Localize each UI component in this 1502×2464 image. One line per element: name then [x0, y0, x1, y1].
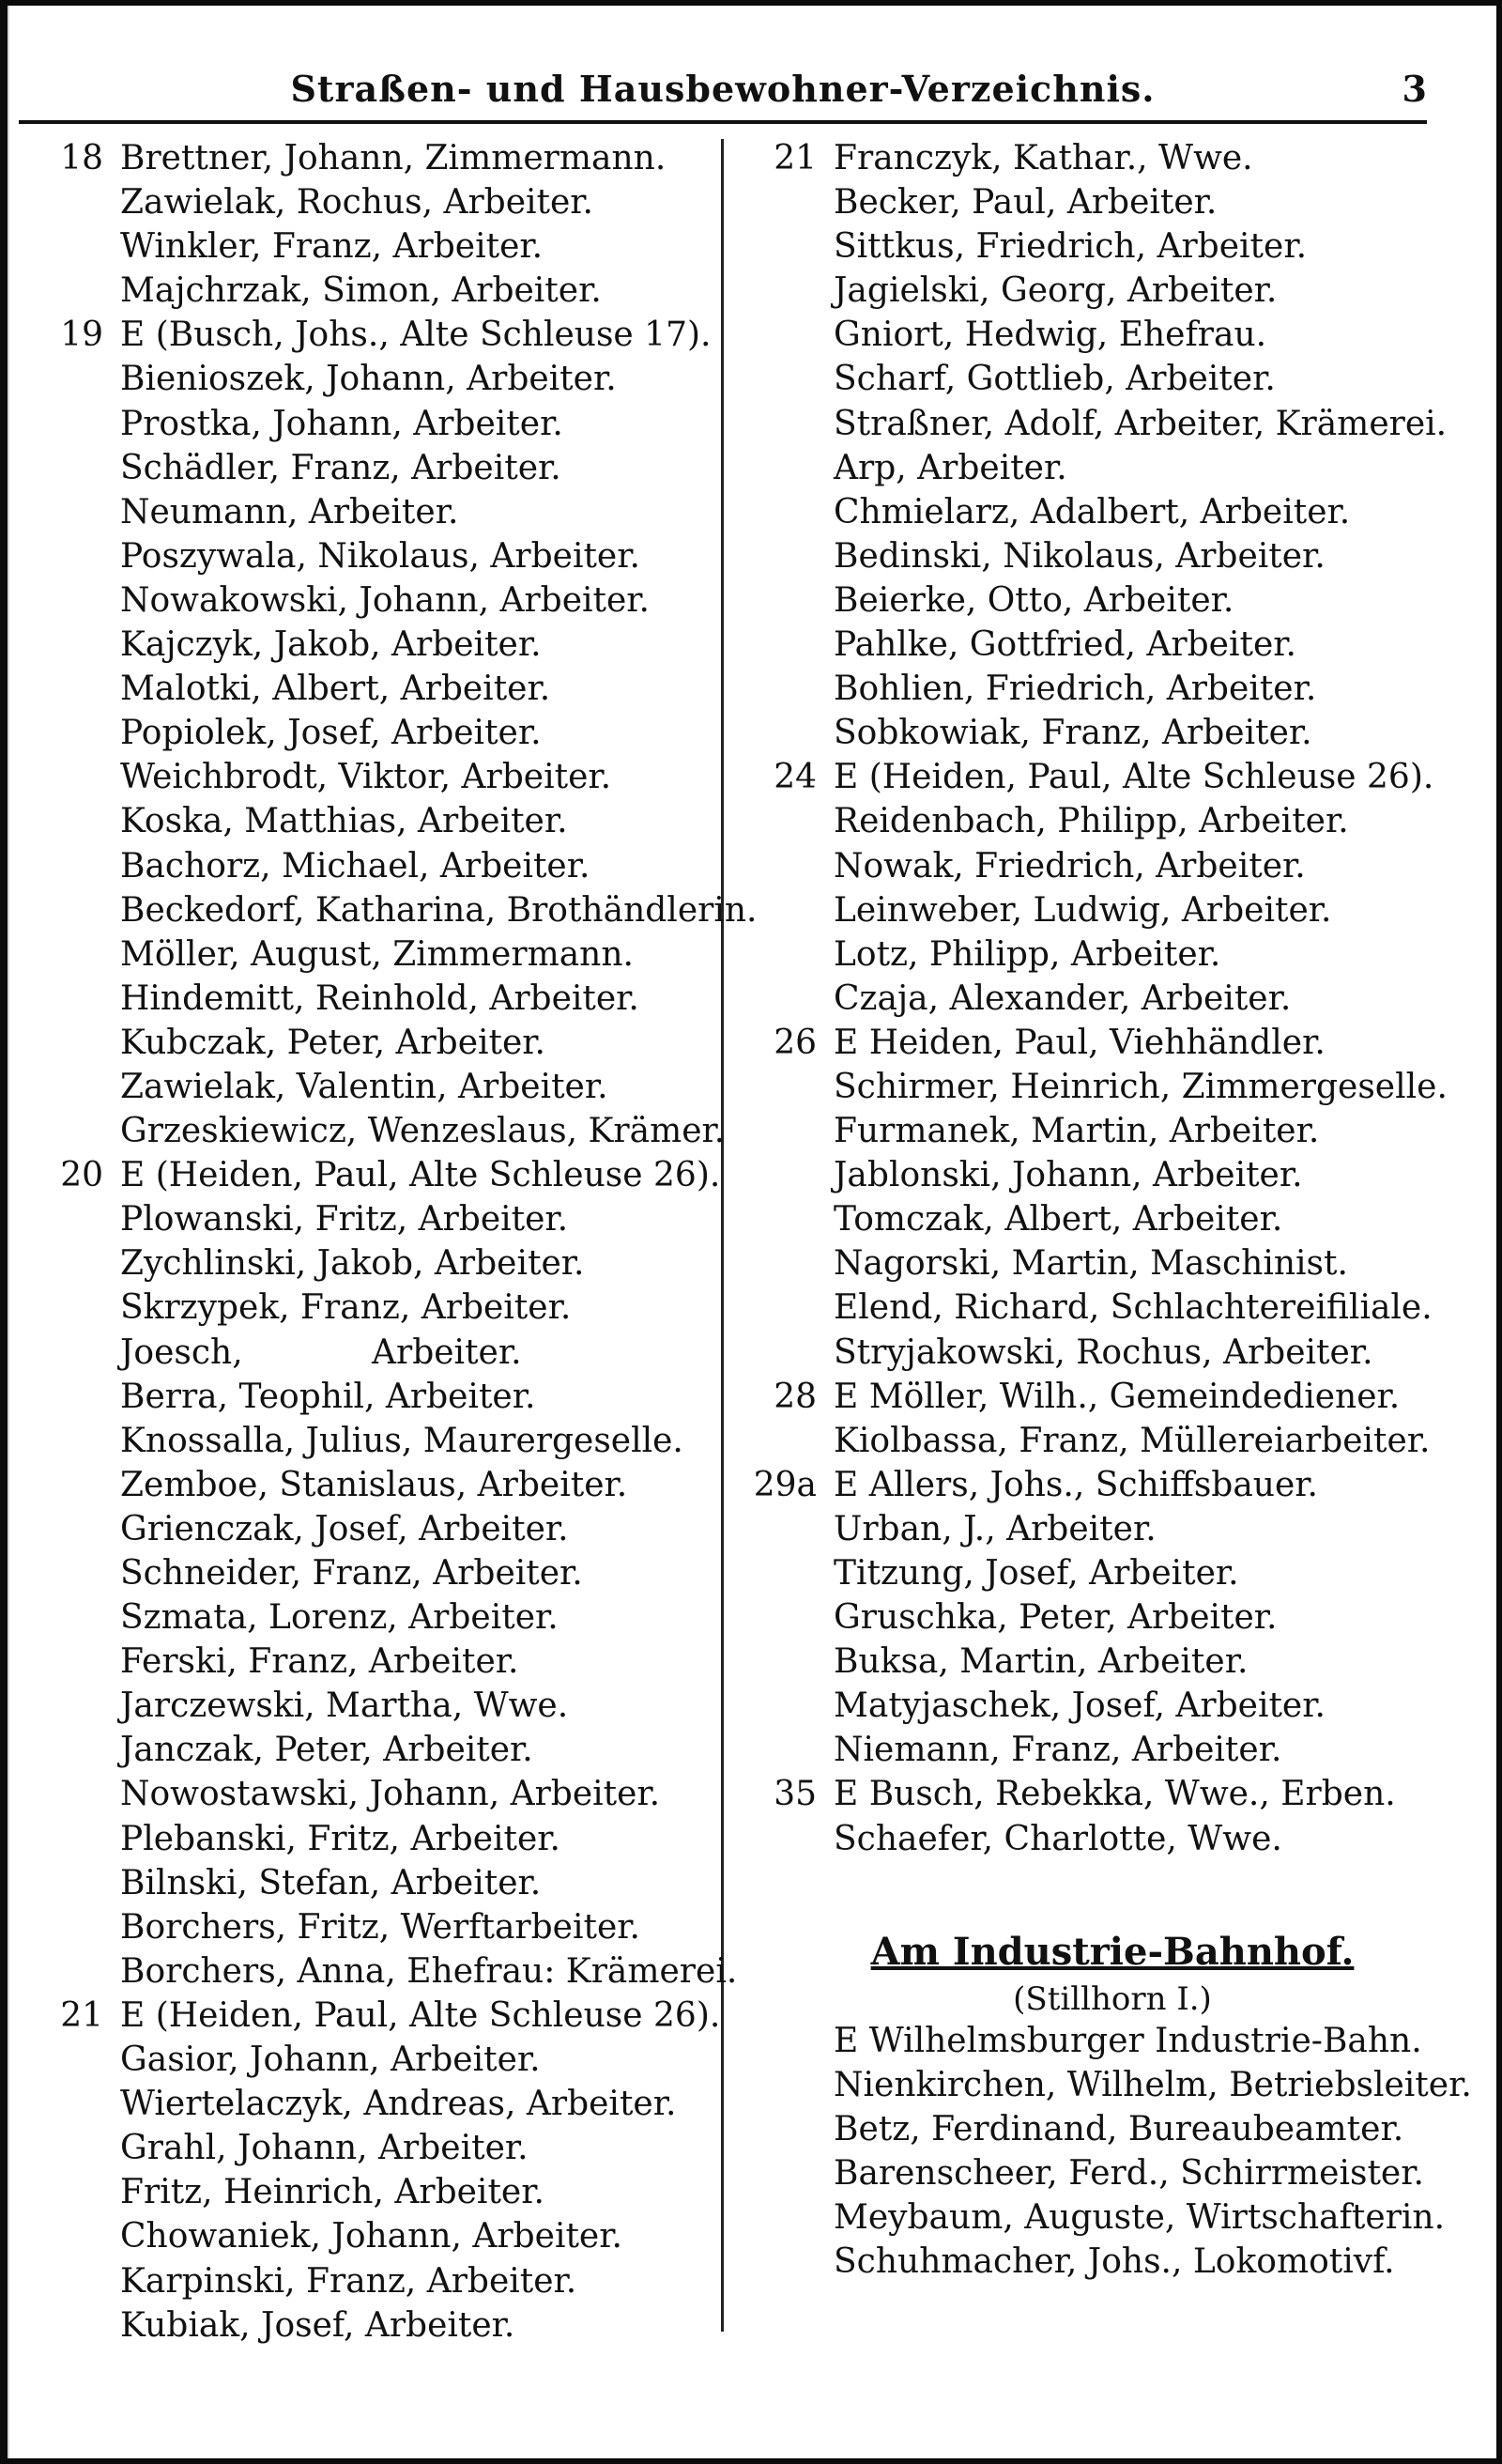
house-number: 28	[774, 1377, 817, 1416]
resident-entry	[38, 758, 709, 802]
house-number: 20	[60, 1156, 103, 1195]
resident-entry	[751, 1422, 1474, 1466]
resident-entry	[751, 1244, 1474, 1288]
resident-text: Wiertelaczyk, Andreas, Arbeiter.	[120, 2085, 677, 2124]
resident-entry	[751, 316, 1474, 360]
resident-text: Gruschka, Peter, Arbeiter.	[834, 1598, 1278, 1638]
resident-text: Sobkowiak, Franz, Arbeiter.	[834, 714, 1312, 753]
resident-text: Neumann, Arbeiter.	[120, 492, 459, 531]
resident-entry	[38, 537, 709, 581]
resident-entry	[751, 1068, 1474, 1112]
resident-entry	[751, 714, 1474, 758]
resident-text: Chowaniek, Johann, Arbeiter.	[120, 2217, 622, 2256]
resident-text: Malotki, Albert, Arbeiter.	[120, 670, 551, 709]
resident-entry	[38, 581, 709, 625]
resident-entry	[38, 2085, 709, 2129]
resident-text: Karpinski, Franz, Arbeiter.	[120, 2261, 577, 2301]
resident-text: Betz, Ferdinand, Bureaubeamter.	[834, 2109, 1404, 2148]
resident-entry	[751, 1156, 1474, 1200]
resident-text: Grahl, Johann, Arbeiter.	[120, 2129, 529, 2168]
house-number-entry	[751, 758, 1474, 802]
resident-entry	[751, 979, 1474, 1024]
resident-text: Straßner, Adolf, Arbeiter, Krämerei.	[834, 404, 1448, 443]
house-number-entry	[38, 316, 712, 360]
resident-text: Brettner, Johann, Zimmermann.	[120, 139, 667, 177]
resident-text: Knossalla, Julius, Maurergeselle.	[120, 1421, 683, 1460]
resident-text: Becker, Paul, Arbeiter.	[834, 183, 1218, 223]
resident-text: Tomczak, Albert, Arbeiter.	[834, 1200, 1283, 1240]
house-number: 35	[774, 1775, 817, 1814]
resident-text: E (Heiden, Paul, Alte Schleuse 26).	[120, 1156, 721, 1195]
resident-entry	[751, 360, 1474, 404]
resident-entry	[38, 847, 709, 891]
section-heading: Am Industrie-Bahnhof.	[870, 1929, 1355, 1974]
resident-text: Bachorz, Michael, Arbeiter.	[120, 846, 590, 886]
resident-text: Kajczyk, Jakob, Arbeiter.	[120, 625, 542, 665]
house-number: 21	[60, 1995, 103, 2035]
resident-text: Weichbrodt, Viktor, Arbeiter.	[120, 758, 612, 797]
resident-text: Scharf, Gottlieb, Arbeiter.	[834, 360, 1276, 399]
resident-entry	[751, 227, 1474, 271]
resident-text: Arp, Arbeiter.	[834, 448, 1067, 487]
resident-entry	[751, 847, 1474, 891]
resident-text: Hindemitt, Reinhold, Arbeiter.	[120, 978, 639, 1018]
resident-entry	[38, 1775, 709, 1819]
house-number-entry	[751, 139, 1474, 183]
resident-text: E (Heiden, Paul, Alte Schleuse 26).	[834, 758, 1434, 797]
resident-entry	[38, 360, 709, 404]
resident-entry	[38, 1642, 709, 1686]
resident-text: Plowanski, Fritz, Arbeiter.	[120, 1200, 569, 1240]
resident-entry	[38, 2129, 709, 2173]
resident-entry	[751, 1820, 1474, 1864]
house-number: 19	[60, 316, 103, 355]
resident-entry	[751, 271, 1474, 316]
resident-entry	[38, 935, 709, 979]
resident-text: Schirmer, Heinrich, Zimmergeselle.	[834, 1067, 1448, 1106]
resident-entry	[751, 2022, 1474, 2066]
resident-entry	[38, 1466, 709, 1510]
resident-entry	[38, 2217, 709, 2261]
resident-entry	[751, 670, 1474, 714]
resident-text: Szmata, Lorenz, Arbeiter.	[120, 1598, 559, 1638]
resident-text: Franczyk, Kathar., Wwe.	[834, 139, 1253, 177]
resident-entry	[38, 1378, 709, 1422]
resident-entry	[38, 1024, 709, 1068]
resident-text: Niemann, Franz, Arbeiter.	[834, 1731, 1282, 1770]
right-column	[751, 139, 1474, 2287]
resident-text: Borchers, Fritz, Werftarbeiter.	[120, 1907, 640, 1947]
resident-text: Jablonski, Johann, Arbeiter.	[834, 1156, 1303, 1195]
page-header	[19, 54, 1427, 124]
resident-entry	[751, 493, 1474, 537]
resident-entry	[751, 891, 1474, 935]
resident-entry	[38, 493, 709, 537]
resident-text: Sittkus, Friedrich, Arbeiter.	[834, 227, 1308, 267]
resident-entry	[751, 1112, 1474, 1156]
house-number: 24	[774, 758, 817, 797]
resident-text: Beckedorf, Katharina, Brothändlerin.	[120, 890, 758, 930]
resident-entry	[38, 670, 709, 714]
resident-entry	[38, 1422, 709, 1466]
resident-entry	[38, 802, 709, 846]
resident-entry	[751, 1288, 1474, 1332]
house-number: 21	[774, 139, 817, 177]
resident-entry	[38, 2262, 709, 2306]
resident-entry	[38, 1068, 709, 1112]
resident-entry	[38, 1333, 709, 1378]
resident-text: E Allers, Johs., Schiffsbauer.	[834, 1465, 1318, 1504]
resident-entry	[751, 625, 1474, 670]
directory-page	[8, 6, 1496, 2458]
resident-text: Schneider, Franz, Arbeiter.	[120, 1554, 583, 1593]
resident-text: Leinweber, Ludwig, Arbeiter.	[834, 890, 1332, 930]
resident-text: Kiolbassa, Franz, Müllereiarbeiter.	[834, 1421, 1431, 1460]
resident-entry	[38, 1731, 709, 1775]
resident-entry	[751, 183, 1474, 227]
resident-text: Nienkirchen, Wilhelm, Betriebsleiter.	[834, 2065, 1472, 2104]
resident-entry	[751, 1642, 1474, 1686]
resident-text: Koska, Matthias, Arbeiter.	[120, 802, 568, 841]
house-number-entry	[751, 1024, 1474, 1068]
resident-text: Bedinski, Nikolaus, Arbeiter.	[834, 536, 1326, 576]
resident-text: Furmanek, Martin, Arbeiter.	[834, 1112, 1320, 1151]
resident-entry	[751, 1731, 1474, 1775]
page-number: 3	[1402, 68, 1427, 110]
resident-text: E Busch, Rebekka, Wwe., Erben.	[834, 1775, 1396, 1814]
resident-text: Fritz, Heinrich, Arbeiter.	[120, 2173, 544, 2212]
house-number-entry	[38, 139, 709, 183]
resident-text: Elend, Richard, Schlachtereifiliale.	[834, 1288, 1433, 1328]
house-number-entry	[38, 1156, 721, 1200]
section-entries	[751, 2022, 1474, 2287]
resident-entry	[38, 1244, 709, 1288]
resident-text: Jarczewski, Martha, Wwe.	[120, 1686, 569, 1726]
resident-text: Lotz, Philipp, Arbeiter.	[834, 934, 1221, 974]
resident-text: Majchrzak, Simon, Arbeiter.	[120, 271, 602, 311]
section-subheading: (Stillhorn I.)	[1013, 1979, 1212, 2018]
resident-text: Grzeskiewicz, Wenzeslaus, Krämer.	[120, 1112, 726, 1151]
house-number-entry	[751, 1466, 1474, 1510]
resident-entry	[38, 2173, 709, 2217]
resident-entry	[38, 1554, 709, 1598]
resident-text: Stryjakowski, Rochus, Arbeiter.	[834, 1332, 1373, 1372]
resident-text: Popiolek, Josef, Arbeiter.	[120, 714, 542, 753]
resident-entry	[751, 581, 1474, 625]
resident-text: Borchers, Anna, Ehefrau: Krämerei.	[120, 1951, 738, 1991]
resident-text: Zawielak, Valentin, Arbeiter.	[120, 1067, 608, 1106]
resident-entry	[38, 1686, 709, 1731]
resident-text: Chmielarz, Adalbert, Arbeiter.	[834, 492, 1351, 531]
resident-text: Nagorski, Martin, Maschinist.	[834, 1244, 1348, 1284]
resident-text: Bohlien, Friedrich, Arbeiter.	[834, 670, 1317, 709]
resident-entry	[38, 1200, 709, 1244]
resident-text: Urban, J., Arbeiter.	[834, 1509, 1157, 1548]
house-number: 26	[774, 1023, 817, 1062]
resident-entry	[38, 2040, 709, 2085]
house-number: 18	[60, 139, 103, 177]
resident-entry	[751, 405, 1474, 449]
resident-text: Nowostawski, Johann, Arbeiter.	[120, 1775, 661, 1814]
resident-entry	[751, 1333, 1474, 1378]
resident-entry	[38, 1510, 709, 1554]
resident-entry	[38, 271, 709, 316]
resident-entry	[38, 183, 709, 227]
left-column	[38, 139, 758, 2350]
resident-text: Zemboe, Stanislaus, Arbeiter.	[120, 1465, 628, 1504]
resident-text: Winkler, Franz, Arbeiter.	[120, 227, 544, 267]
resident-entry	[751, 537, 1474, 581]
resident-text: Berra, Teophil, Arbeiter.	[120, 1377, 536, 1416]
resident-entry	[38, 1112, 726, 1156]
resident-text: Bienioszek, Johann, Arbeiter.	[120, 360, 617, 399]
house-number-entry	[38, 1995, 721, 2040]
resident-entry	[38, 227, 709, 271]
resident-text: Schaefer, Charlotte, Wwe.	[834, 1819, 1282, 1858]
resident-entry	[751, 935, 1474, 979]
resident-text: Bilnski, Stefan, Arbeiter.	[120, 1863, 542, 1902]
resident-text: Jagielski, Georg, Arbeiter.	[834, 271, 1278, 311]
resident-entry	[751, 449, 1474, 493]
resident-entry	[751, 2110, 1474, 2154]
resident-text: Titzung, Josef, Arbeiter.	[834, 1554, 1239, 1593]
resident-entry	[751, 802, 1474, 846]
resident-entry	[38, 1951, 738, 1996]
resident-text: Matyjaschek, Josef, Arbeiter.	[834, 1686, 1326, 1726]
resident-text: E Möller, Wilh., Gemeindediener.	[834, 1377, 1401, 1416]
resident-entry	[38, 1598, 709, 1642]
resident-text: Buksa, Martin, Arbeiter.	[834, 1642, 1249, 1682]
resident-entry	[38, 1288, 709, 1332]
resident-entry	[38, 405, 709, 449]
resident-text: Reidenbach, Philipp, Arbeiter.	[834, 802, 1349, 841]
resident-text: Ferski, Franz, Arbeiter.	[120, 1642, 519, 1682]
resident-text: Skrzypek, Franz, Arbeiter.	[120, 1288, 572, 1328]
resident-text: Kubczak, Peter, Arbeiter.	[120, 1023, 545, 1062]
resident-text: Beierke, Otto, Arbeiter.	[834, 580, 1234, 620]
resident-text: Gniort, Hedwig, Ehefrau.	[834, 316, 1267, 355]
resident-entry	[751, 2242, 1474, 2287]
resident-text: E (Busch, Johs., Alte Schleuse 17).	[120, 316, 712, 355]
resident-entry	[38, 625, 709, 670]
right-column-entries	[751, 139, 1474, 1864]
resident-entry	[38, 1864, 709, 1908]
page-title: Straßen- und Hausbewohner-Verzeichnis.	[290, 68, 1156, 110]
resident-text: Poszywala, Nikolaus, Arbeiter.	[120, 536, 640, 576]
resident-text: E Wilhelmsburger Industrie-Bahn.	[834, 2021, 1422, 2060]
resident-text: Nowakowski, Johann, Arbeiter.	[120, 580, 650, 620]
resident-entry	[751, 1510, 1474, 1554]
resident-entry	[38, 449, 709, 493]
resident-text: Grienczak, Josef, Arbeiter.	[120, 1509, 569, 1548]
resident-text: Meybaum, Auguste, Wirtschafterin.	[834, 2198, 1446, 2238]
resident-text: Zychlinski, Jakob, Arbeiter.	[120, 1244, 585, 1284]
resident-entry	[38, 1820, 709, 1864]
resident-entry	[751, 1686, 1474, 1731]
resident-entry	[751, 1598, 1474, 1642]
resident-entry	[38, 2306, 709, 2350]
resident-entry	[751, 2066, 1474, 2110]
resident-text: Janczak, Peter, Arbeiter.	[120, 1731, 533, 1770]
house-number: 29a	[753, 1465, 817, 1504]
resident-text: Nowak, Friedrich, Arbeiter.	[834, 846, 1306, 886]
resident-entry	[751, 1554, 1474, 1598]
house-number-entry	[751, 1775, 1474, 1819]
resident-text: Czaja, Alexander, Arbeiter.	[834, 978, 1292, 1018]
resident-text: Schädler, Franz, Arbeiter.	[120, 448, 561, 487]
resident-entry	[751, 2154, 1474, 2198]
resident-entry	[751, 1200, 1474, 1244]
resident-text: Möller, August, Zimmermann.	[120, 934, 634, 974]
resident-text: Prostka, Johann, Arbeiter.	[120, 404, 563, 443]
resident-entry	[751, 2198, 1474, 2242]
resident-text: Zawielak, Rochus, Arbeiter.	[120, 183, 593, 223]
resident-entry	[38, 890, 758, 935]
house-number-entry	[751, 1378, 1474, 1422]
resident-text: Pahlke, Gottfried, Arbeiter.	[834, 625, 1296, 665]
resident-text: Joesch, Arbeiter.	[120, 1332, 522, 1372]
column-divider	[721, 139, 724, 2332]
resident-text: Kubiak, Josef, Arbeiter.	[120, 2305, 515, 2345]
resident-text: Schuhmacher, Johs., Lokomotivf.	[834, 2242, 1395, 2282]
resident-text: E (Heiden, Paul, Alte Schleuse 26).	[120, 1995, 721, 2035]
resident-entry	[38, 979, 709, 1024]
resident-text: Gasior, Johann, Arbeiter.	[120, 2040, 541, 2080]
resident-text: E Heiden, Paul, Viehhändler.	[834, 1023, 1326, 1062]
resident-entry	[38, 714, 709, 758]
resident-text: Barenscheer, Ferd., Schirrmeister.	[834, 2154, 1424, 2194]
resident-text: Plebanski, Fritz, Arbeiter.	[120, 1819, 560, 1858]
resident-entry	[38, 1908, 709, 1952]
